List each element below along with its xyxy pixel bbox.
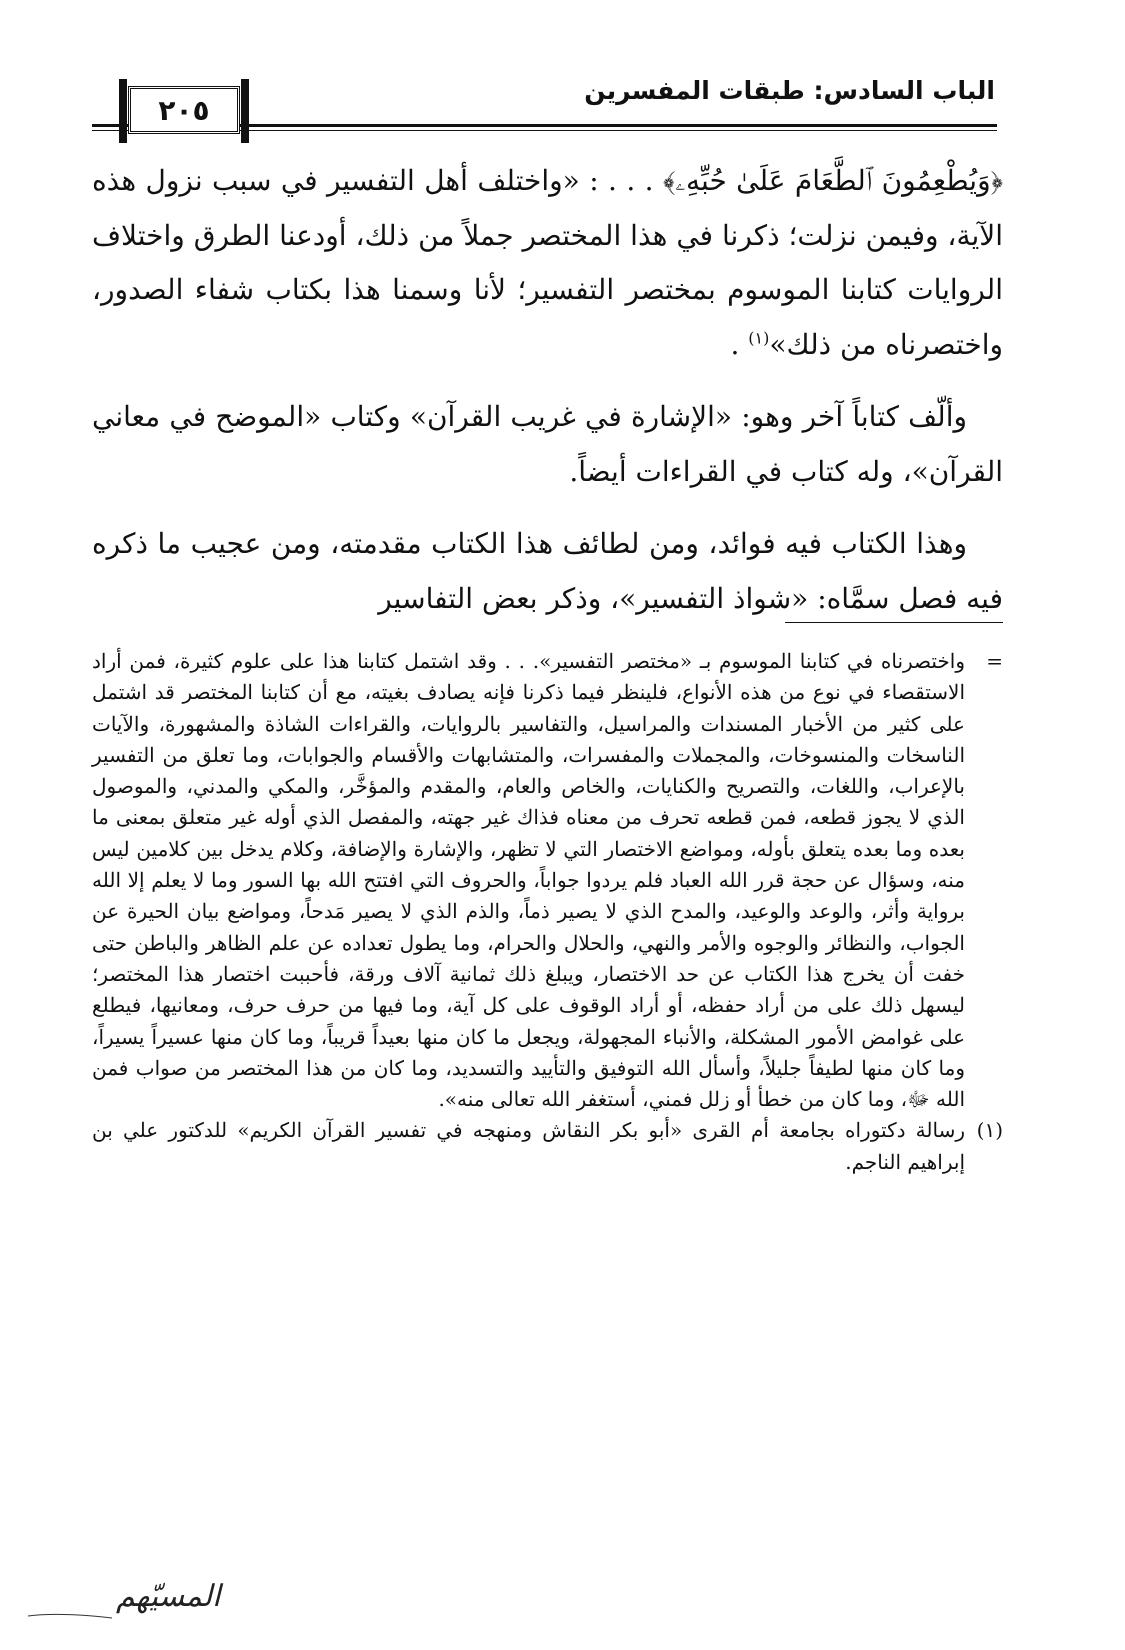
page-number: ٢٠٥ [158, 93, 210, 127]
paragraph-1-text: . . . : «واختلف أهل التفسير في سبب نزول هذه الآية، وفيمن نزلت؛ ذكرنا في هذا المختصر جملاً من ذلك، أودعنا الطرق واختلاف الروايات كتابنا الموسوم بمختصر التفسير؛ لأنا وسمنا هذا بكتاب شفاء الصدور، واختصرناه من ذلك» [92, 164, 1003, 361]
footnote-continuation-marker: = [986, 649, 1003, 673]
footnote-ref-1: (١) [748, 328, 770, 348]
running-title: الباب السادس: طبقات المفسرين [584, 76, 995, 105]
footnote-1-marker: (١) [976, 1118, 1003, 1143]
paragraph-3: وهذا الكتاب فيه فوائد، ومن لطائف هذا الكتاب مقدمته، ومن عجيب ما ذكره فيه فصل سمَّاه: «شواذ التفسير»، وذكر بعض التفاسير [92, 527, 1003, 615]
footnote-1 [92, 1115, 1003, 1178]
footnote-1-text: رسالة دكتوراه بجامعة أم القرى «أبو بكر النقاش ومنهجه في تفسير القرآن الكريم» للدكتور علي بن إبراهيم الناجم. [92, 1118, 966, 1174]
page-number-box [128, 86, 240, 134]
library-logo-watermark [20, 1568, 221, 1624]
footnote-separator [785, 622, 1003, 623]
quran-verse: ﴿وَيُطْعِمُونَ ٱلطَّعَامَ عَلَىٰ حُبِّهِۦ﴾ [662, 164, 1003, 197]
main-text [92, 154, 1003, 644]
footnote-continuation [92, 646, 1003, 1115]
paragraph-2: وألّف كتاباً آخر وهو: «الإشارة في غريب القرآن» وكتاب «الموضح في معاني القرآن»، وله كتاب في القراءات أيضاً. [92, 400, 1003, 488]
footnote-continuation-text: واختصرناه في كتابنا الموسوم بـ «مختصر التفسير». . . وقد اشتمل كتابنا هذا على علوم كثيرة، فمن أراد الاستقصاء في نوع من هذه الأنواع، فلينظر فيما ذكرنا فإنه يصادف بغيته، مع أن كتابنا المختصر قد اشتمل على كثير من الأخبار المسندات والمراسيل، والتفاسير بالروايات، والقراءات الشاذة والمشهورة، والآيات الناسخات والمنسوخات، والمجملات والمفسرات، والمتشابهات والأقسام والجوابات، وما تعلق من التفسير بالإعراب، واللغات، والتصريح والكنايات، والخاص والعام، والمقدم والمؤخَّر، والمكي والمدني، والموصول الذي لا يجوز قطعه، فمن قطعه تحرف من معناه فذاك غير جهته، والمفصل الذي أوله غير متعلق بمعنى ما بعده وما بعده يتعلق بأوله، ومواضع الاختصار التي لا تظهر، والإشارة والإضافة، وكلام يدخل بين كلامين ليس منه، وسؤال عن حجة قرر الله العباد فلم يردوا جواباً، والحروف التي افتتح الله بها السور وما لا يعلم إلا الله برواية وأثر، والوعد والوعيد، والمدح الذي لا يصير ذماً، والذم الذي لا يصير مَدحاً، ومواضع بيان الحيرة عن الجواب، والنظائر والوجوه والأمر والنهي، والحلال والحرام، وما يطول تعداده عن علم الظاهر والباطن حتى خفت أن يخرج هذا الكتاب عن حد الاختصار، ويبلغ ذلك ثمانية آلاف ورقة، فأحببت اختصار هذا المختصر؛ ليسهل ذلك على من أراد حفظه، أو أراد الوقوف على كل آية، وما فيها من حرف حرف، ومعانيها، فيطلع على غوامض الأمور المشكلة، والأنباء المجهولة، ويجعل ما كان منها بعيداً قريباً، وما كان منها عسيراً يسيراً، وما كان منها لطيفاً جليلاً، وأسأل الله التوفيق والتأييد والتسديد، وما كان من هذا المختصر من صواب فمن الله ﷻ، وما كان من خطأ أو زلل فمني، أستغفر الله تعالى منه». [92, 649, 966, 1112]
watermark-text: المسيّهم [116, 1579, 221, 1614]
paragraph-1 [92, 154, 1003, 372]
footnotes [92, 646, 1003, 1178]
paragraph-1-end: . [730, 327, 740, 361]
